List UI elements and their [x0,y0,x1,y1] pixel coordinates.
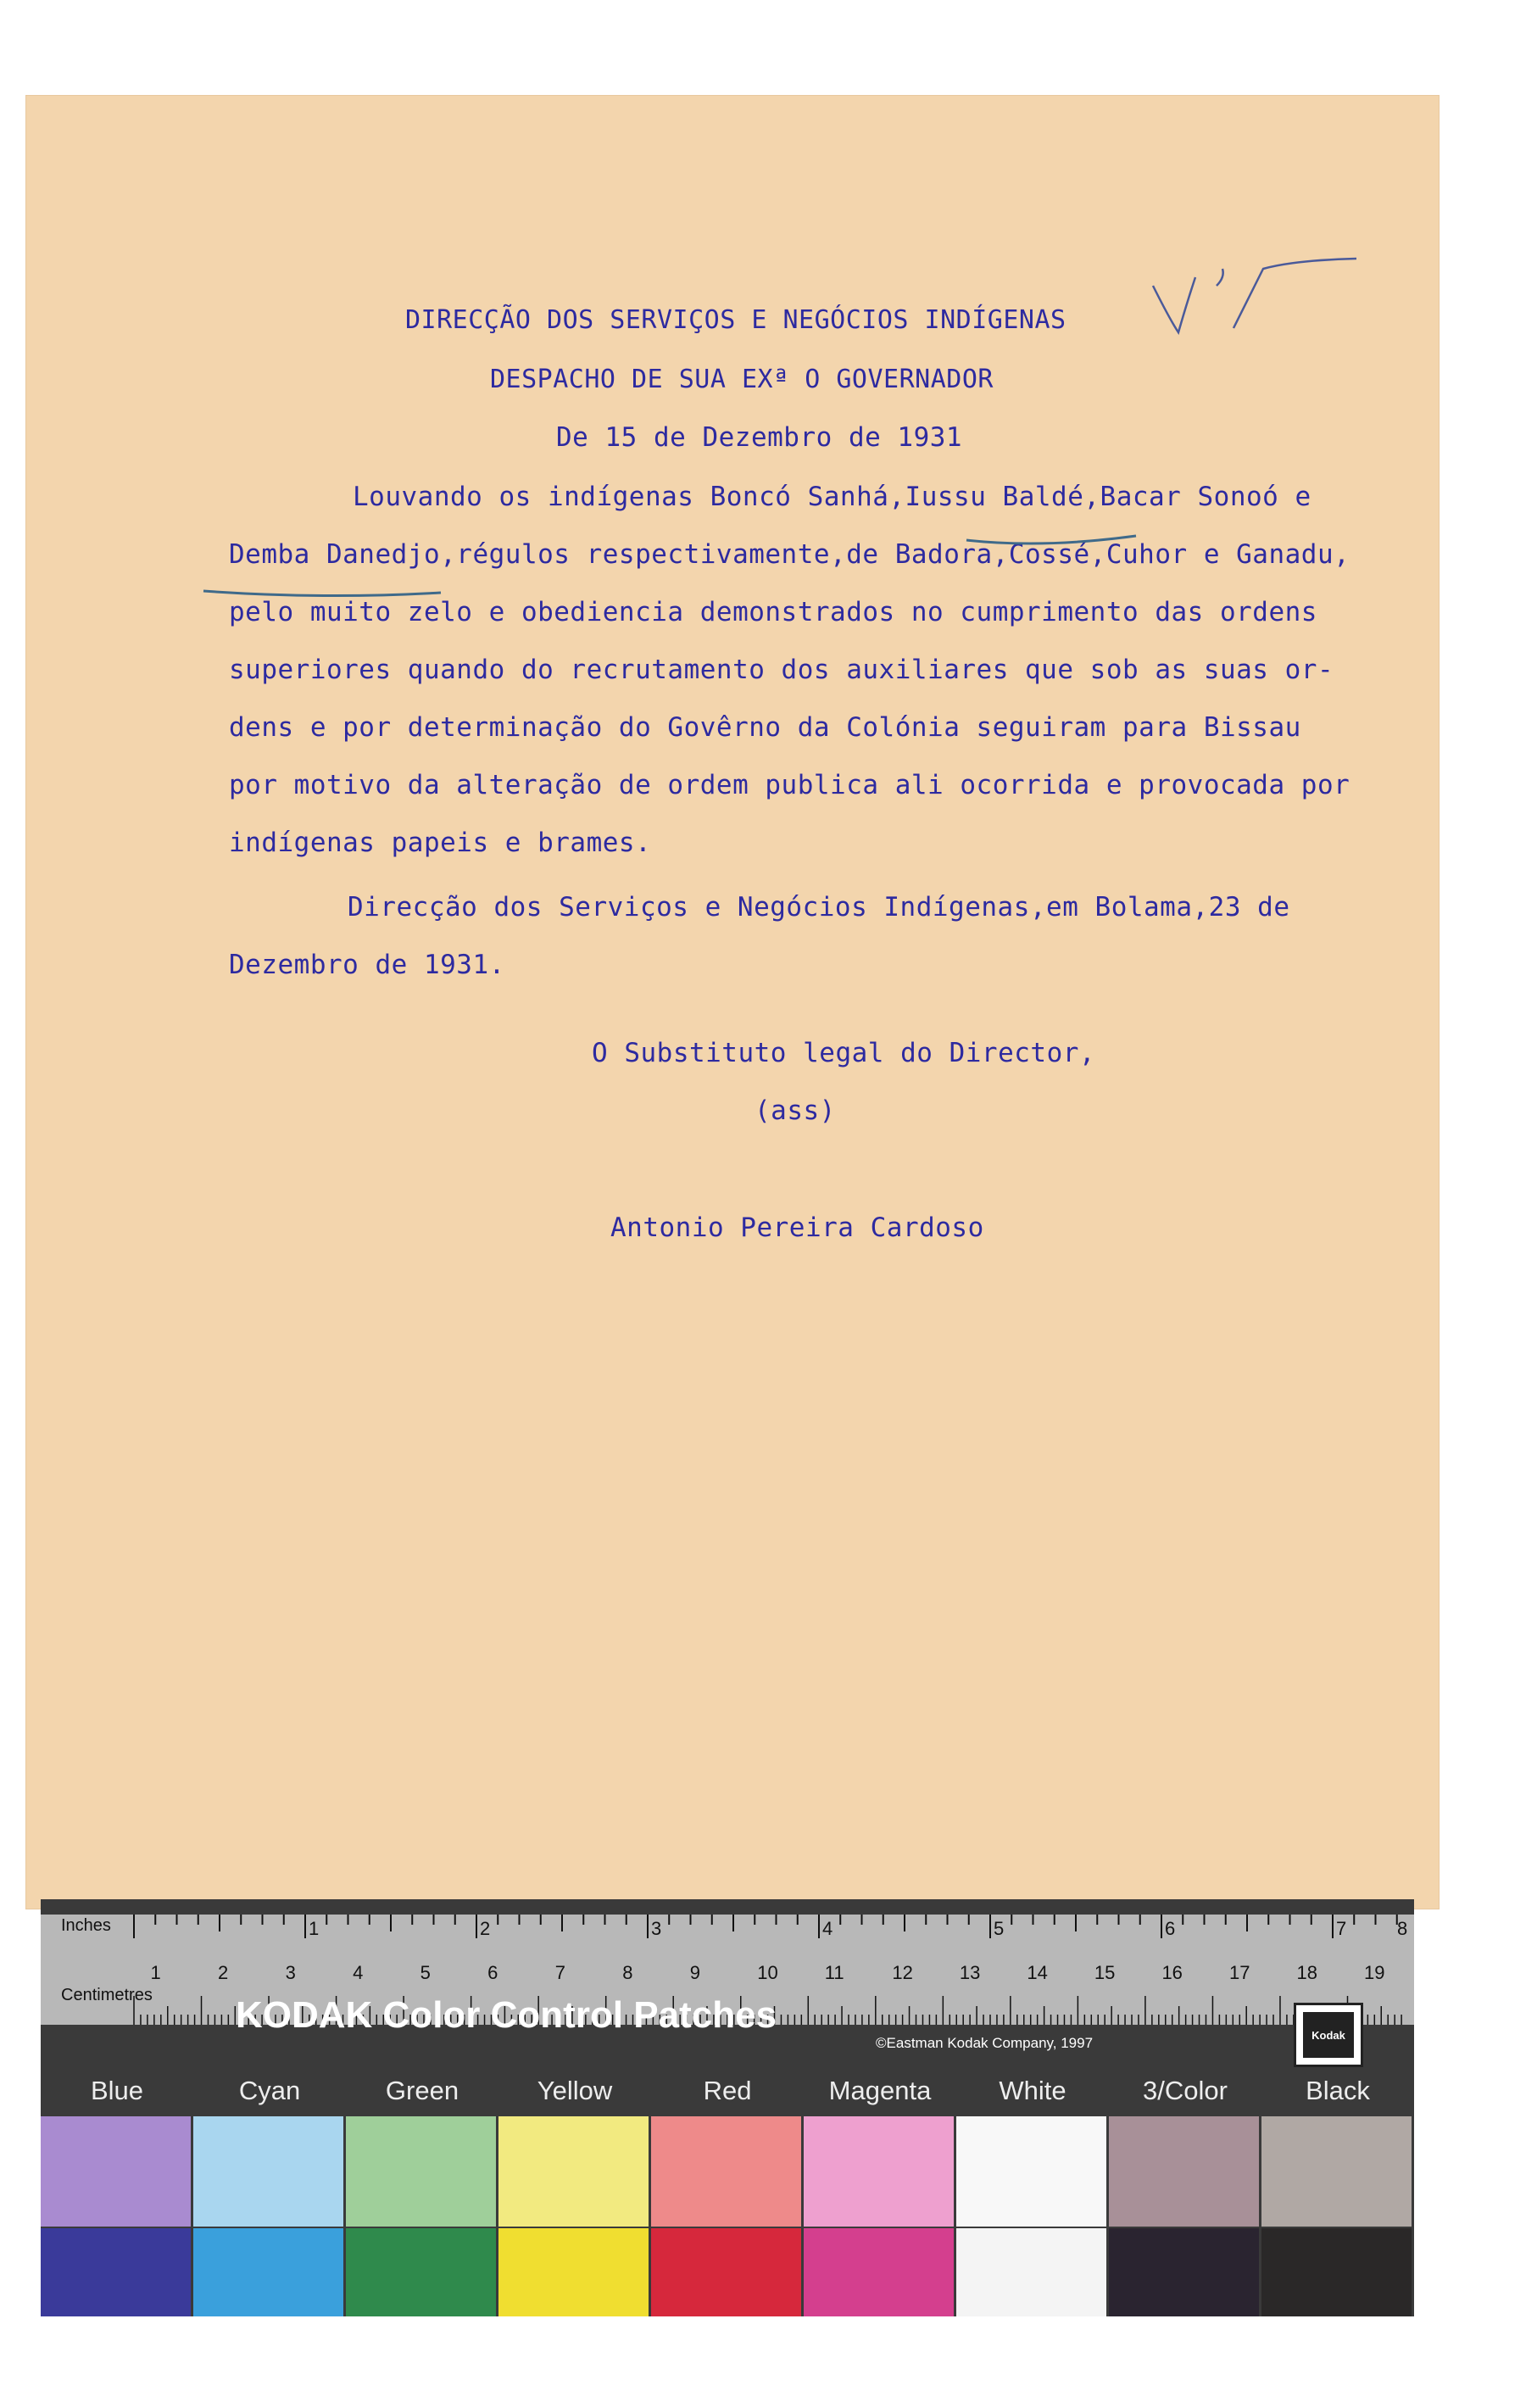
patch-label-white: White [999,2076,1066,2105]
cm-number: 7 [554,1962,565,1983]
body-line-3: pelo muito zelo e obediencia demonstrados no cumprimento das ordens [229,597,1317,627]
kodak-title: KODAK Color Control Patches [236,1994,777,2036]
color-patch-dark [346,2228,496,2316]
inch-number: 6 [1165,1918,1176,1939]
color-patch-light [804,2116,954,2227]
patch-label-blue: Blue [90,2076,144,2105]
patch-label-black: Black [1306,2076,1370,2105]
color-patch-light [346,2116,496,2227]
patch-label-cyan: Cyan [238,2076,301,2105]
inch-number: 7 [1336,1918,1347,1939]
cm-number: 6 [487,1962,498,1983]
body-line-1: Louvando os indígenas Boncó Sanhá,Iussu Baldé,Bacar Sonoó e [353,482,1311,512]
cm-number: 14 [1027,1962,1048,1983]
body-line-7: indígenas papeis e brames. [229,828,652,858]
kodak-logo-text: Kodak [1303,2012,1354,2058]
signatory-name: Antonio Pereira Cardoso [610,1212,984,1243]
date-line: De 15 de Dezembro de 1931 [556,422,963,453]
cm-number: 13 [959,1962,981,1983]
color-patch-light [41,2116,191,2227]
inch-number: 5 [994,1918,1005,1939]
cm-number: 11 [824,1962,844,1983]
handwritten-check-mark [1144,252,1365,345]
color-patch-dark [41,2228,191,2316]
patch-label-magenta: Magenta [828,2076,932,2105]
cm-number: 9 [689,1962,700,1983]
body-line-4: superiores quando do recrutamento dos auxiliares que sob as suas or- [229,655,1334,685]
inch-number: 3 [651,1918,662,1939]
heading-directorate: DIRECÇÃO DOS SERVIÇOS E NEGÓCIOS INDÍGENAS [405,305,1066,335]
color-patch-light [193,2116,343,2227]
color-patch-dark [1109,2228,1259,2316]
color-patch-light [1109,2116,1259,2227]
color-patch-dark [1261,2228,1412,2316]
cm-number: 2 [218,1962,229,1983]
body-line-6: por motivo da alteração de ordem publica ali ocorrida e provocada por [229,770,1350,800]
signature-note: (ass) [755,1095,836,1126]
document-page [25,95,1440,1909]
color-patch-dark [956,2228,1106,2316]
cm-number: 3 [285,1962,296,1983]
color-patch-dark [193,2228,343,2316]
cm-number: 10 [757,1962,778,1983]
patch-label-3-color: 3/Color [1143,2076,1228,2105]
color-patch-light [1261,2116,1412,2227]
body-line-2: Demba Danedjo,régulos respectivamente,de Badora,Cossé,Cuhor e Ganadu, [229,539,1350,570]
inch-number: 2 [480,1918,491,1939]
signature-title: O Substituto legal do Director, [592,1038,1096,1068]
inches-label: Inches [61,1916,111,1935]
closing-line-1: Direcção dos Serviços e Negócios Indígenas,em Bolama,23 de [348,892,1290,923]
color-patch-light [956,2116,1106,2227]
kodak-copyright: ©Eastman Kodak Company, 1997 [876,2035,1094,2051]
cm-number: 8 [622,1962,633,1983]
patch-label-red: Red [703,2076,752,2105]
patch-label-yellow: Yellow [537,2076,613,2105]
heading-dispatch: DESPACHO DE SUA EXª O GOVERNADOR [490,365,994,394]
color-patch-dark [804,2228,954,2316]
patch-label-green: Green [385,2076,459,2105]
centimetres-label: Centimetres [61,1986,153,2004]
color-patch-light [498,2116,649,2227]
cm-number: 12 [892,1962,913,1983]
body-line-5: dens e por determinação do Govêrno da Colónia seguiram para Bissau [229,712,1301,743]
cm-number: 15 [1094,1962,1116,1983]
kodak-logo-icon [1294,2003,1363,2067]
kodak-color-strip [41,1899,1414,2316]
cm-number: 1 [150,1962,161,1983]
cm-number: 4 [353,1962,364,1983]
color-patch-light [651,2116,801,2227]
cm-number: 19 [1364,1962,1385,1983]
closing-line-2: Dezembro de 1931. [229,950,505,980]
color-patch-dark [498,2228,649,2316]
cm-number: 17 [1228,1962,1250,1983]
cm-number: 5 [420,1962,431,1983]
cm-number: 16 [1161,1962,1183,1983]
inch-number: 1 [309,1918,320,1939]
inch-number: 4 [822,1918,833,1939]
color-patch-dark [651,2228,801,2316]
cm-number: 18 [1296,1962,1317,1983]
inch-number: 8 [1397,1918,1408,1939]
handwritten-underline [195,532,1178,608]
